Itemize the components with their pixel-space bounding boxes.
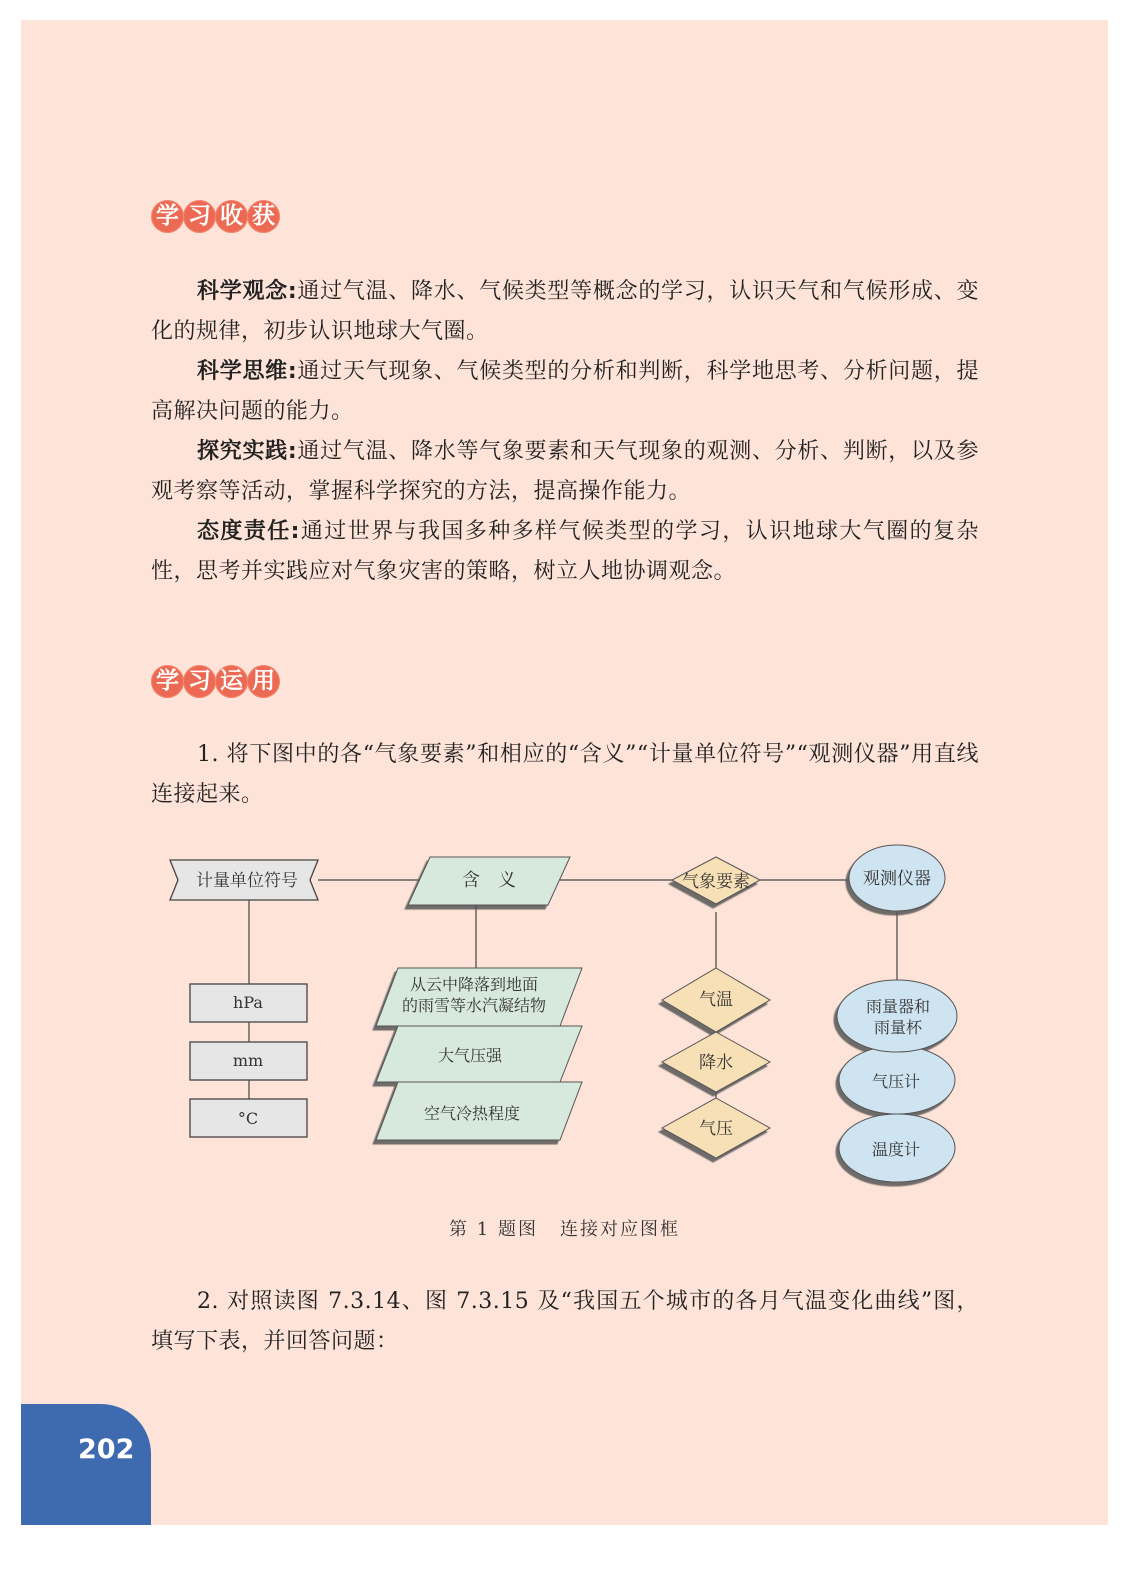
- instrument-label: 雨量器和: [865, 997, 931, 1016]
- unit-label: mm: [232, 1051, 264, 1070]
- element-label: 降水: [699, 1053, 733, 1073]
- meaning-label: 的雨雪等水汽凝结物: [401, 996, 547, 1015]
- summary-text: 通过气温、降水等气象要素和天气现象的观测、分析、判断，以及参观考察等活动，掌握科学探究的方法，提高操作能力。: [151, 439, 979, 504]
- question-2: 2. 对照读图 7.3.14、图 7.3.15 及“我国五个城市的各月气温变化曲线”图，填写下表，并回答问题：: [151, 1289, 979, 1354]
- summary-label: 探究实践:: [197, 439, 298, 464]
- badge-char: 学: [151, 665, 184, 698]
- unit-label: hPa: [233, 993, 263, 1012]
- meaning-header-label: 含 义: [462, 870, 516, 891]
- figure-caption: [0, 1215, 1129, 1241]
- badge-char: 用: [247, 665, 280, 698]
- summary-label: 态度责任:: [197, 519, 300, 544]
- badge-char: 运: [215, 665, 248, 698]
- question-1: 1. 将下图中的各“气象要素”和相应的“含义”“计量单位符号”“观测仪器”用直线连接起来。: [151, 742, 979, 807]
- badge-char: 习: [183, 665, 216, 698]
- summary-label: 科学观念:: [197, 279, 298, 304]
- units-header-label: 计量单位符号: [196, 871, 298, 891]
- badge-char: 习: [183, 200, 216, 233]
- unit-box: [190, 984, 307, 1022]
- elements-header-label: 气象要素: [682, 872, 750, 892]
- units-header: [170, 860, 318, 900]
- page-number: 202: [78, 1434, 135, 1465]
- element-label: 气压: [699, 1119, 733, 1139]
- badge-char: 收: [215, 200, 248, 233]
- summary-label: 科学思维:: [197, 359, 298, 384]
- summary-text: 通过天气现象、气候类型的分析和判断，科学地思考、分析问题，提高解决问题的能力。: [151, 359, 979, 424]
- meaning-label: 空气冷热程度: [423, 1104, 521, 1123]
- element-label: 气温: [699, 990, 733, 1010]
- instruments-header-label: 观测仪器: [863, 869, 931, 889]
- instrument-label: 雨量杯: [873, 1018, 923, 1037]
- instrument-label: 气压计: [871, 1072, 921, 1091]
- meaning-label: 大气压强: [437, 1046, 503, 1065]
- badge-char: 学: [151, 200, 184, 233]
- caption-number: 第 1 题图: [449, 1219, 538, 1240]
- unit-box: [190, 1099, 307, 1137]
- caption-title: 连接对应图框: [559, 1219, 680, 1240]
- badge-char: 获: [247, 200, 280, 233]
- unit-label: °C: [237, 1109, 259, 1128]
- meaning-label: 从云中降落到地面: [409, 975, 539, 994]
- summary-text: 通过世界与我国多种多样气候类型的学习，认识地球大气圈的复杂性，思考并实践应对气象灾害的策略，树立人地协调观念。: [151, 519, 979, 584]
- instrument-label: 温度计: [871, 1140, 921, 1159]
- page-number-tab: [21, 1404, 151, 1525]
- summary-text: 通过气温、降水、气候类型等概念的学习，认识天气和气候形成、变化的规律，初步认识地球大气圈。: [151, 279, 979, 344]
- unit-box: [190, 1042, 307, 1080]
